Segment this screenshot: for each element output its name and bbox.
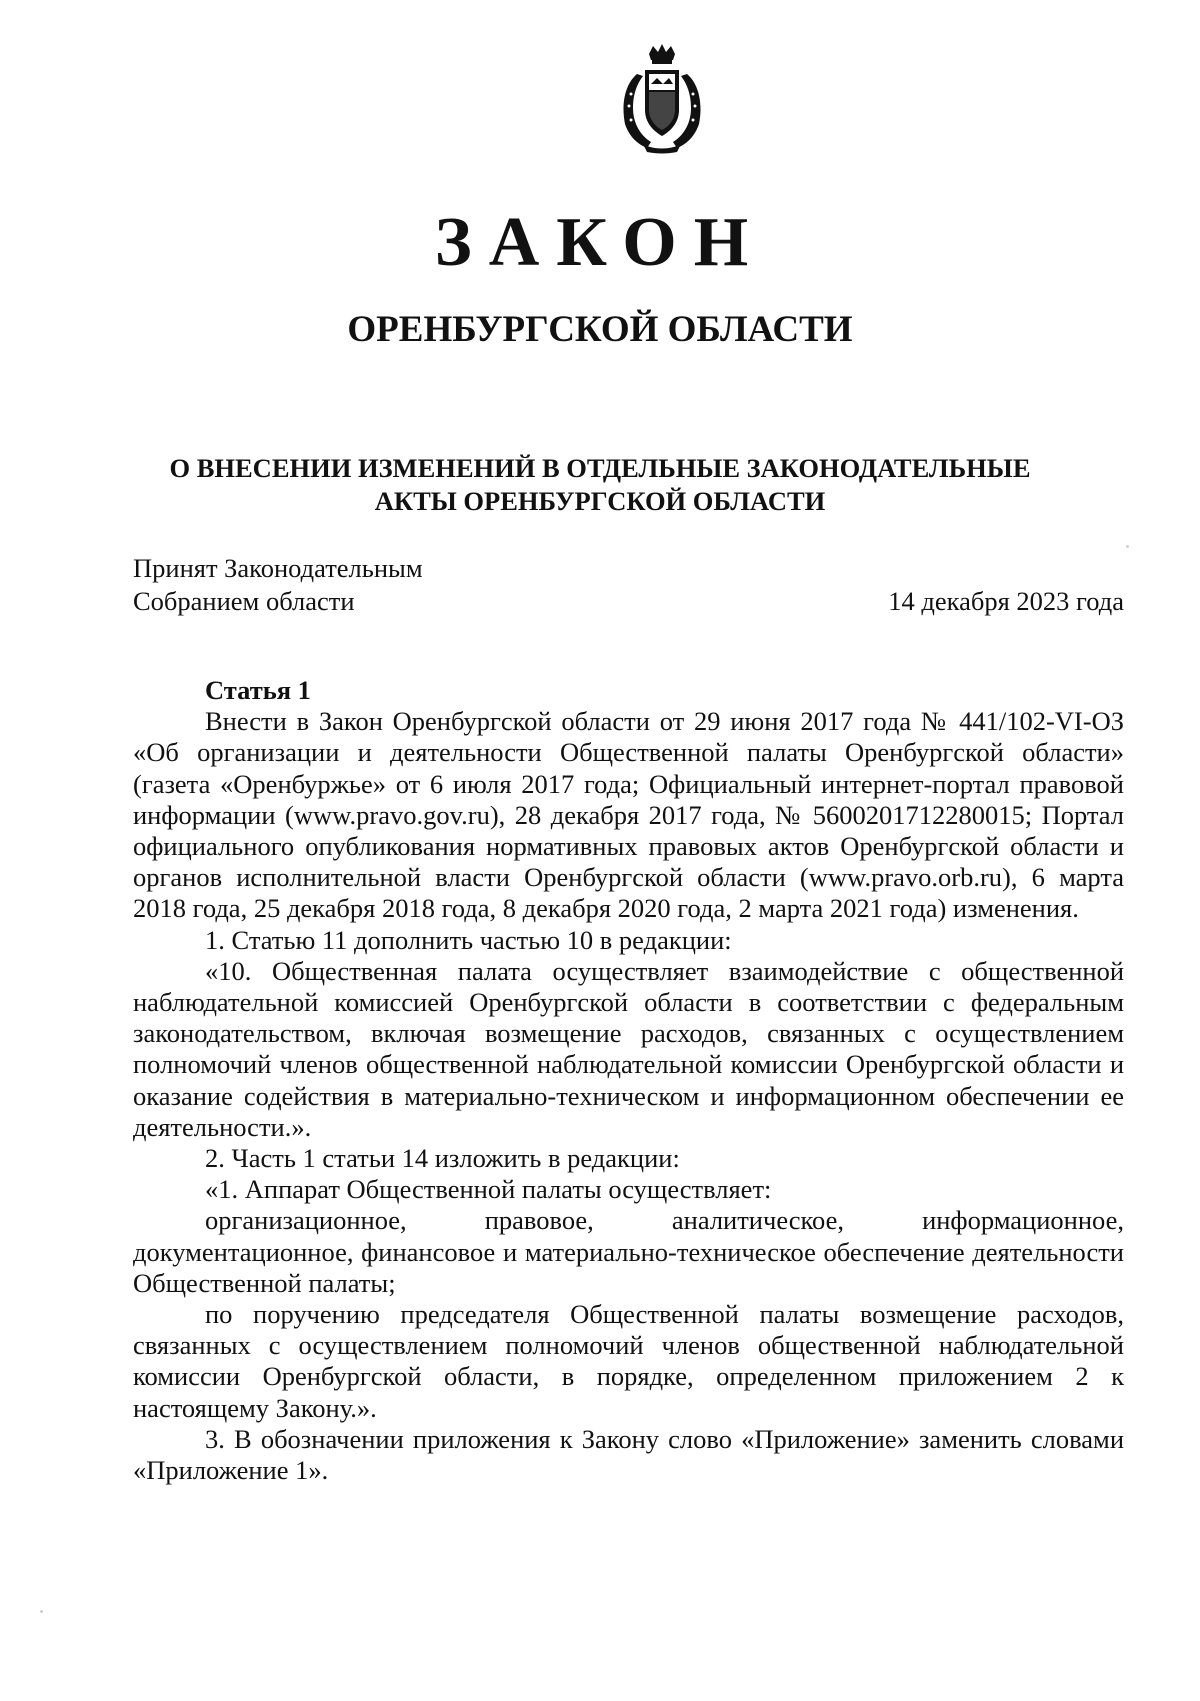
item-2-clause-3-paragraph: по поручению председателя Общественной палаты возмещение расходов, связанных с осуществлением полномочий членов общественной наблюдательной комиссии Оренбургской области, в порядке, определенном приложением 2 к настоящему Закону.».: [133, 1299, 1124, 1423]
region-title: ОРЕНБУРГСКОЙ ОБЛАСТИ: [347, 309, 853, 350]
document-heading-line-2: АКТЫ ОРЕНБУРГСКОЙ ОБЛАСТИ: [374, 486, 826, 516]
item-2-clause-2-paragraph: организационное, правовое, аналитическое, информационное, документационное, финансовое и материально-техническое обеспечение деятельности Общественной палаты;: [133, 1205, 1124, 1298]
item-1-text-paragraph: «10. Общественная палата осуществляет взаимодействие с общественной наблюдательной комиссией Оренбургской области в соответствии с федеральным законодательством, включая возмещение расходов, связанных с осуществлением полномочий членов общественной наблюдательной комиссии Оренбургской области и оказание содействия в материально-техническом и информационном обеспечении ее деятельности.».: [133, 955, 1124, 1142]
article-title: Статья 1: [205, 675, 311, 705]
adoption-line-1: Принят Законодательным: [133, 553, 423, 583]
document-heading: [120, 452, 1080, 518]
scan-speck: [1126, 545, 1129, 548]
coat-of-arms-icon: [607, 44, 717, 154]
adoption-line-2: Собранием области: [133, 586, 355, 616]
article-intro-paragraph: Внести в Закон Оренбургской области от 29 июня 2017 года № 441/102-VI-ОЗ «Об организации и деятельности Общественной палаты Оренбургской области» (газета «Оренбуржье» от 6 июля 2017 года; Официальный интернет-портал правовой информации (www.pravo.gov.ru), 28 декабря 2017 года, № 5600201712280015; Портал официального опубликования нормативных правовых актов Оренбургской области и органов исполнительной власти Оренбургской области (www.pravo.orb.ru), 6 марта 2018 года, 25 декабря 2018 года, 8 декабря 2020 года, 2 марта 2021 года) изменения.: [133, 706, 1124, 924]
item-2-clause-1-paragraph: «1. Аппарат Общественной палаты осуществляет:: [205, 1174, 772, 1205]
adoption-date: 14 декабря 2023 года: [888, 586, 1124, 616]
adoption-info: [133, 552, 423, 618]
document-heading-line-1: О ВНЕСЕНИИ ИЗМЕНЕНИЙ В ОТДЕЛЬНЫЕ ЗАКОНОДАТЕЛЬНЫЕ: [169, 453, 1031, 483]
article-body: [133, 675, 1124, 1486]
item-3-paragraph: 3. В обозначении приложения к Закону слово «Приложение» заменить словами «Приложение 1».: [133, 1423, 1124, 1486]
item-1-paragraph: 1. Статью 11 дополнить частью 10 в редакции:: [205, 924, 732, 955]
item-2-paragraph: 2. Часть 1 статьи 14 изложить в редакции:: [205, 1143, 680, 1174]
scan-speck: [40, 1610, 43, 1613]
law-title: ЗАКОН: [434, 204, 766, 281]
